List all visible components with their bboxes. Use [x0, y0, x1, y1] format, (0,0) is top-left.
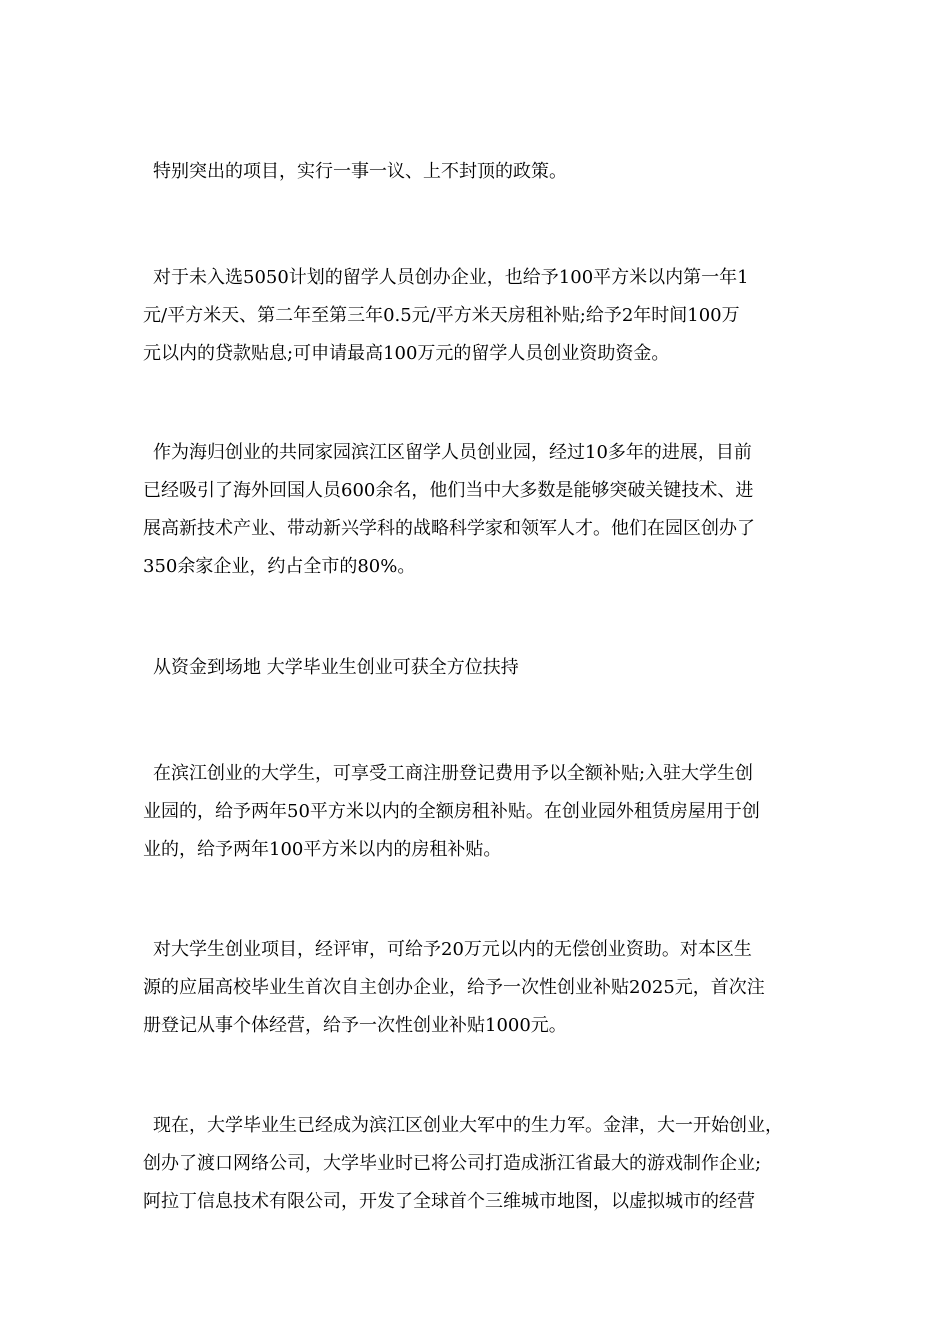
paragraph-line: 在滨江创业的大学生，可享受工商注册登记费用予以全额补贴;入驻大学生创: [153, 763, 754, 784]
paragraph-graduate-project-funding: [143, 931, 813, 1045]
heading-line: 从资金到场地 大学毕业生创业可获全方位扶持: [153, 657, 519, 678]
paragraph-line: 350余家企业，约占全市的80%。: [143, 556, 416, 577]
paragraph-line: 展高新技术产业、带动新兴学科的战略科学家和领军人才。他们在园区创办了: [143, 518, 755, 539]
paragraph-line: 册登记从事个体经营，给予一次性创业补贴1000元。: [143, 1015, 567, 1036]
paragraph-line: 源的应届高校毕业生首次自主创办企业，给予一次性创业补贴2025元，首次注: [143, 977, 765, 998]
paragraph-line: 创办了渡口网络公司，大学毕业时已将公司打造成浙江省最大的游戏制作企业;: [143, 1153, 762, 1174]
paragraph-returnee-park: [143, 434, 813, 586]
paragraph-non-5050-subsidy: [143, 259, 813, 373]
paragraph-line: 对大学生创业项目，经评审，可给予20万元以内的无偿创业资助。对本区生: [153, 939, 752, 960]
paragraph-line: 阿拉丁信息技术有限公司，开发了全球首个三维城市地图，以虚拟城市的经营: [143, 1191, 755, 1212]
paragraph-special-projects: [143, 153, 813, 191]
paragraph-line: 业园的，给予两年50平方米以内的全额房租补贴。在创业园外租赁房屋用于创: [143, 801, 760, 822]
paragraph-line: 已经吸引了海外回国人员600余名，他们当中大多数是能够突破关键技术、进: [143, 480, 754, 501]
paragraph-graduate-examples: [143, 1107, 813, 1221]
paragraph-line: 现在，大学毕业生已经成为滨江区创业大军中的生力军。金津，大一开始创业，: [153, 1115, 783, 1136]
section-heading-graduate-support: [143, 649, 813, 687]
paragraph-line: 业的，给予两年100平方米以内的房租补贴。: [143, 839, 502, 860]
paragraph-line: 元/平方米天、第二年至第三年0.5元/平方米天房租补贴;给予2年时间100万: [143, 305, 740, 326]
paragraph-line: 作为海归创业的共同家园滨江区留学人员创业园，经过10多年的进展，目前: [153, 442, 752, 463]
paragraph-line: 元以内的贷款贴息;可申请最高100万元的留学人员创业资助资金。: [143, 343, 670, 364]
paragraph-graduate-registration-subsidy: [143, 755, 813, 869]
paragraph-line: 对于未入选5050计划的留学人员创办企业，也给予100平方米以内第一年1: [153, 267, 749, 288]
paragraph-line: 特别突出的项目，实行一事一议、上不封顶的政策。: [153, 161, 567, 182]
